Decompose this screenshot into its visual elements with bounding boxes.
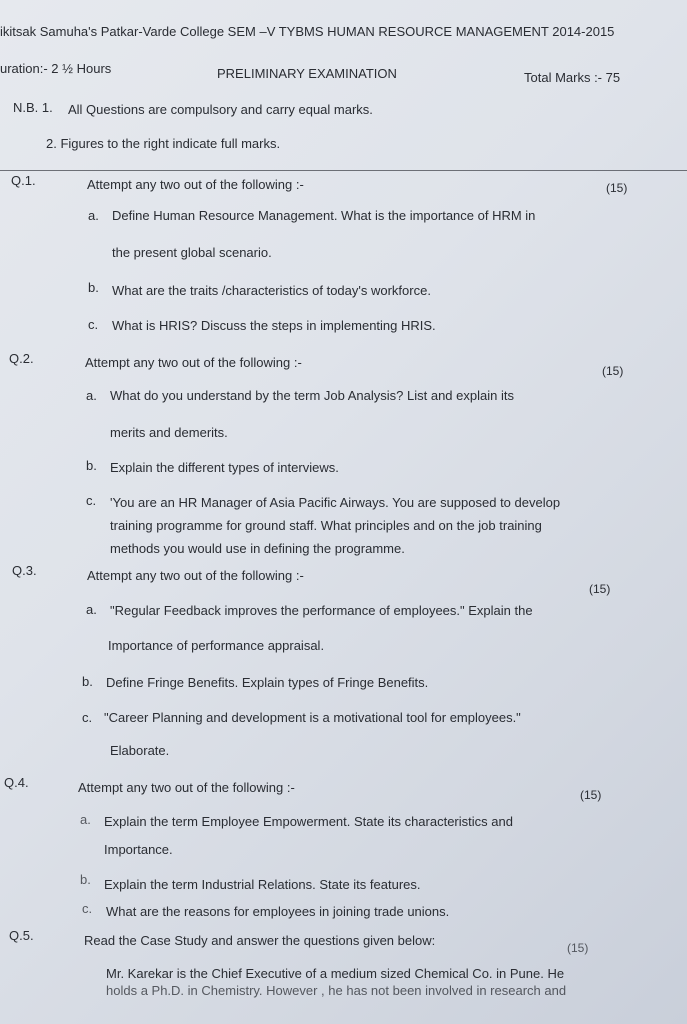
part-text: Explain the term Employee Empowerment. State its characteristics and bbox=[104, 814, 513, 829]
part-text: Explain the different types of interviews. bbox=[110, 460, 339, 475]
part-text: 'You are an HR Manager of Asia Pacific Airways. You are supposed to develop bbox=[110, 495, 561, 510]
question-instruction: Read the Case Study and answer the questions given below: bbox=[84, 933, 436, 948]
note-2: 2. Figures to the right indicate full marks. bbox=[46, 136, 281, 151]
part-text: merits and demerits. bbox=[110, 425, 228, 440]
question-number: Q.2. bbox=[9, 351, 34, 366]
part-label: a. bbox=[86, 388, 97, 403]
question-instruction: Attempt any two out of the following :- bbox=[85, 355, 302, 370]
question-marks: (15) bbox=[580, 788, 602, 802]
part-text: methods you would use in defining the programme. bbox=[110, 541, 405, 556]
college-header: ikitsak Samuha's Patkar-Varde College SEM –V TYBMS HUMAN RESOURCE MANAGEMENT 2014-2015 bbox=[0, 24, 615, 39]
question-marks: (15) bbox=[606, 181, 628, 195]
nb-label: N.B. 1. bbox=[13, 100, 53, 115]
part-text: the present global scenario. bbox=[112, 245, 272, 260]
part-label: b. bbox=[82, 674, 93, 689]
note-1: All Questions are compulsory and carry equal marks. bbox=[68, 102, 373, 117]
question-marks: (15) bbox=[567, 941, 589, 955]
part-label: c. bbox=[88, 317, 99, 332]
header-divider bbox=[0, 170, 687, 171]
question-number: Q.1. bbox=[11, 173, 36, 188]
total-marks: Total Marks :- 75 bbox=[524, 70, 621, 85]
part-label: b. bbox=[88, 280, 99, 295]
part-label: a. bbox=[86, 602, 97, 617]
question-marks: (15) bbox=[602, 364, 624, 378]
duration: uration:- 2 ½ Hours bbox=[0, 61, 112, 76]
part-text: What are the traits /characteristics of today's workforce. bbox=[112, 283, 431, 298]
part-text: Elaborate. bbox=[110, 743, 170, 758]
exam-title: PRELIMINARY EXAMINATION bbox=[217, 66, 397, 81]
question-number: Q.4. bbox=[4, 775, 29, 790]
case-study-text: holds a Ph.D. in Chemistry. However , he has not been involved in research and bbox=[106, 983, 567, 998]
part-label: b. bbox=[80, 872, 91, 887]
part-text: "Regular Feedback improves the performance of employees." Explain the bbox=[110, 603, 533, 618]
case-study-text: Mr. Karekar is the Chief Executive of a medium sized Chemical Co. in Pune. He bbox=[106, 966, 565, 981]
question-number: Q.5. bbox=[9, 928, 34, 943]
part-text: What do you understand by the term Job Analysis? List and explain its bbox=[110, 388, 514, 403]
part-text: What is HRIS? Discuss the steps in implementing HRIS. bbox=[112, 318, 436, 333]
question-instruction: Attempt any two out of the following :- bbox=[87, 177, 304, 192]
question-instruction: Attempt any two out of the following :- bbox=[87, 568, 304, 583]
question-marks: (15) bbox=[589, 582, 611, 596]
part-label: c. bbox=[82, 710, 93, 725]
part-label: a. bbox=[88, 208, 99, 223]
part-text: Define Human Resource Management. What is the importance of HRM in bbox=[112, 208, 536, 223]
part-text: What are the reasons for employees in joining trade unions. bbox=[106, 904, 450, 919]
part-text: "Career Planning and development is a motivational tool for employees." bbox=[104, 710, 521, 725]
question-number: Q.3. bbox=[12, 563, 37, 578]
part-text: training programme for ground staff. What principles and on the job training bbox=[110, 518, 542, 533]
part-label: a. bbox=[80, 812, 91, 827]
part-label: b. bbox=[86, 458, 97, 473]
part-text: Importance of performance appraisal. bbox=[108, 638, 325, 653]
part-text: Explain the term Industrial Relations. State its features. bbox=[104, 877, 421, 892]
part-text: Define Fringe Benefits. Explain types of Fringe Benefits. bbox=[106, 675, 429, 690]
part-text: Importance. bbox=[104, 842, 173, 857]
question-instruction: Attempt any two out of the following :- bbox=[78, 780, 295, 795]
part-label: c. bbox=[82, 901, 93, 916]
part-label: c. bbox=[86, 493, 97, 508]
